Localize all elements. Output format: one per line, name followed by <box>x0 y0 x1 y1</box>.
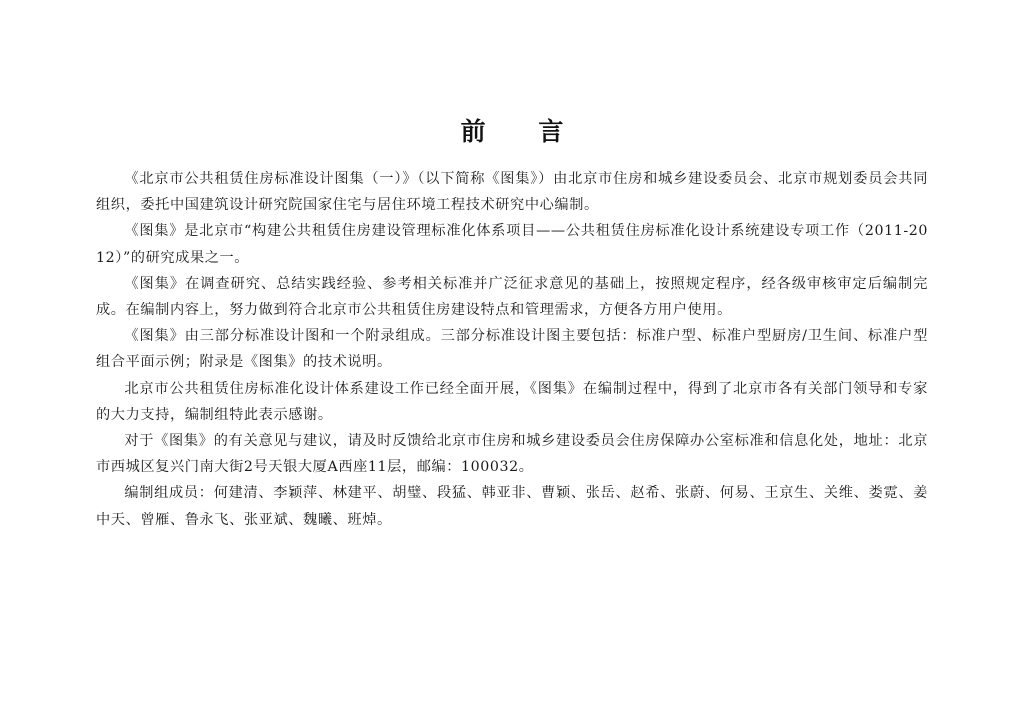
paragraph-process: 《图集》在调查研究、总结实践经验、参考相关标准并广泛征求意见的基础上，按照规定程序，经各级审核审定后编制完成。在编制内容上，努力做到符合北京市公共租赁住房建设特点和管理需求，方便各方用户使用。 <box>96 275 928 319</box>
paragraph-intro: 《北京市公共租赁住房标准设计图集（一）》（以下简称《图集》）由北京市住房和城乡建设委员会、北京市规划委员会共同组织，委托中国建筑设计研究院国家住宅与居住环境工程技术研究中心编制。 <box>96 171 928 214</box>
paragraph-project: 《图集》是北京市“构建公共租赁住房建设管理标准化体系项目——公共租赁住房标准化设计系统建设专项工作（2011-2012）”的研究成果之一。 <box>96 223 928 266</box>
paragraph-acknowledgement: 北京市公共租赁住房标准化设计体系建设工作已经全面开展，《图集》在编制过程中，得到了北京市各有关部门领导和专家的大力支持，编制组特此表示感谢。 <box>96 380 928 423</box>
preface-body <box>96 166 928 533</box>
paragraph-structure: 《图集》由三部分标准设计图和一个附录组成。三部分标准设计图主要包括：标准户型、标准户型厨房/卫生间、标准户型组合平面示例；附录是《图集》的技术说明。 <box>96 328 928 371</box>
paragraph-feedback: 对于《图集》的有关意见与建议，请及时反馈给北京市住房和城乡建设委员会住房保障办公室标准和信息化处，地址：北京市西城区复兴门南大街2号天银大厦A西座11层，邮编：100032。 <box>96 433 928 476</box>
paragraph-members: 编制组成员：何建清、李颖萍、林建平、胡璧、段猛、韩亚非、曹颖、张岳、赵希、张蔚、何易、王京生、关维、娄霓、姜中天、曾雁、鲁永飞、张亚斌、魏曦、班焯。 <box>96 485 928 528</box>
page-title: 前 言 <box>460 117 586 146</box>
